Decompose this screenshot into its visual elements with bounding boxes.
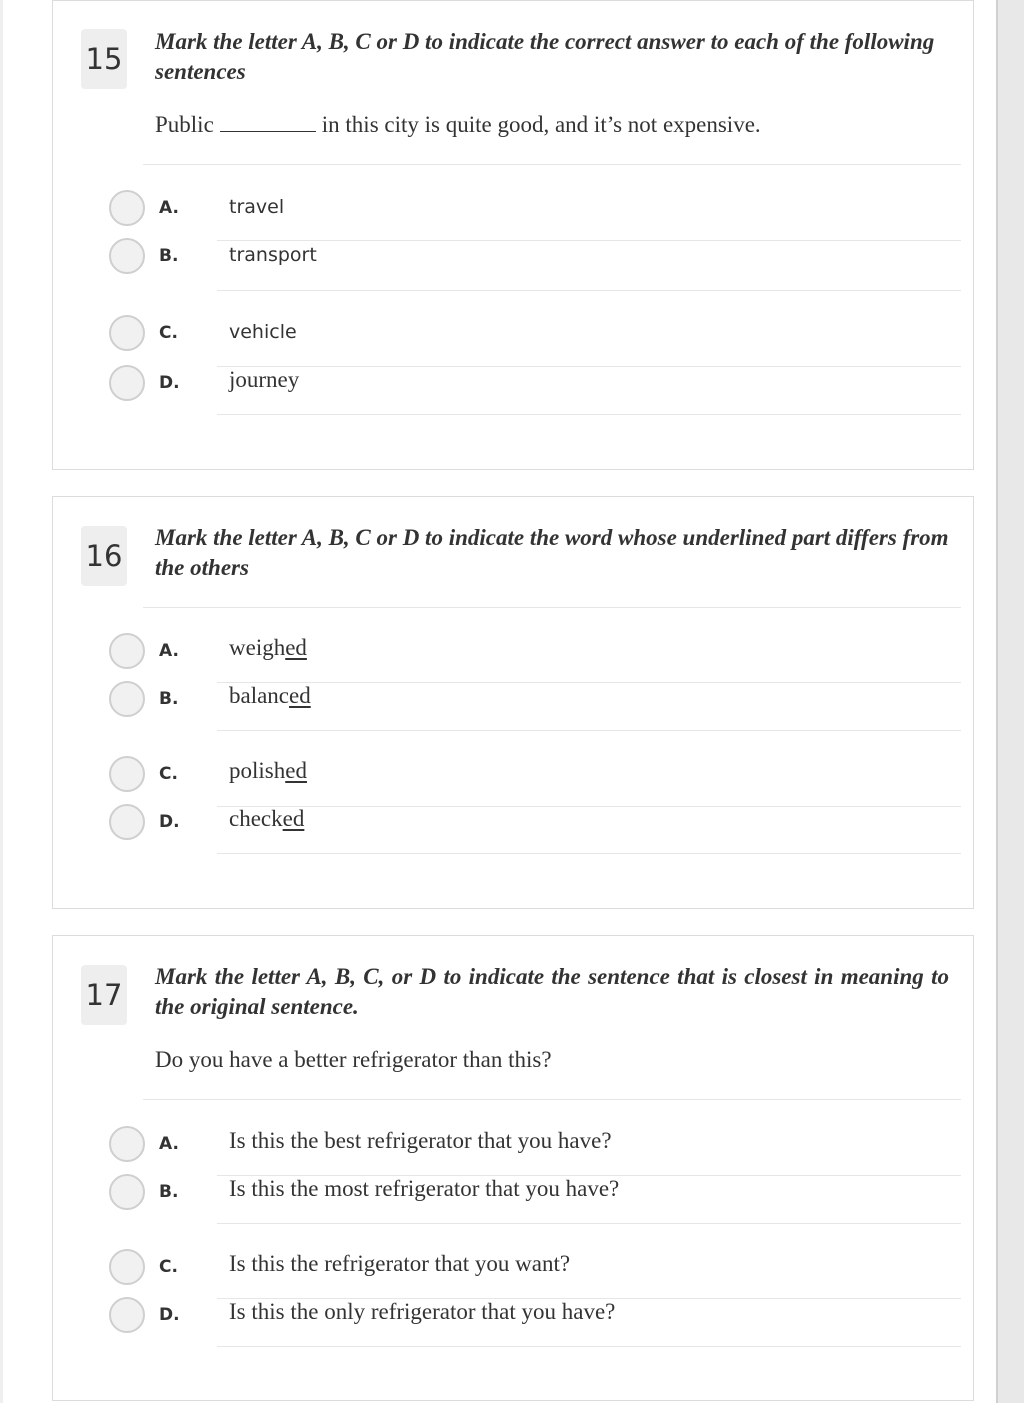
word-stem: weigh [229,635,286,660]
option-word [229,806,304,832]
option-d[interactable] [109,802,961,846]
option-letter: A. [159,198,179,218]
divider [217,414,961,415]
option-a[interactable] [109,631,961,675]
question-instruction: Mark the letter A, B, C or D to indicate the word whose underlined part differs from the others [155,525,949,580]
radio-button[interactable] [109,238,145,274]
left-edge [0,0,3,1403]
radio-button[interactable] [109,1174,145,1210]
divider [217,290,961,291]
divider [143,607,961,608]
question-card-17 [52,935,974,1401]
option-letter: C. [159,323,178,343]
option-letter: B. [159,689,179,709]
option-letter: A. [159,1134,179,1154]
option-word [229,683,311,709]
radio-button[interactable] [109,1126,145,1162]
option-b[interactable] [109,679,961,723]
option-word [229,758,307,784]
option-letter: B. [159,246,179,266]
question-number: 17 [81,965,127,1025]
option-c[interactable] [109,1247,961,1291]
word-stem: check [229,806,283,831]
radio-button[interactable] [109,681,145,717]
divider [217,853,961,854]
word-stem: polish [229,758,286,783]
radio-button[interactable] [109,756,145,792]
option-text: Is this the only refrigerator that you have? [229,1299,616,1324]
radio-button[interactable] [109,365,145,401]
option-text: journey [229,367,300,392]
question-instruction: Mark the letter A, B, C or D to indicate the correct answer to each of the following sentences [155,29,935,84]
option-b[interactable] [109,1172,961,1216]
underlined-part: ed [285,635,307,660]
underlined-part: ed [282,806,305,831]
divider [217,1346,961,1347]
divider [143,164,961,165]
question-number: 15 [81,29,127,89]
option-d[interactable] [109,363,961,407]
option-text: transport [229,244,317,266]
option-text: travel [229,196,285,218]
prompt-text-after: in this city is quite good, and it’s not expensive. [321,112,761,137]
question-number: 16 [81,526,127,586]
underlined-part: ed [285,758,307,783]
radio-button[interactable] [109,804,145,840]
option-b[interactable] [109,236,961,280]
option-letter: C. [159,764,178,784]
option-text: Is this the most refrigerator that you have? [229,1176,620,1201]
divider [143,1099,961,1100]
divider [217,730,961,731]
word-stem: balanc [229,683,290,708]
option-letter: C. [159,1257,178,1277]
option-letter: D. [159,373,180,393]
option-text: Is this the best refrigerator that you have? [229,1128,612,1153]
radio-button[interactable] [109,1297,145,1333]
divider [217,1223,961,1224]
option-c[interactable] [109,754,961,798]
option-letter: B. [159,1182,179,1202]
option-a[interactable] [109,188,961,232]
underlined-part: ed [289,683,311,708]
option-word [229,635,307,661]
radio-button[interactable] [109,315,145,351]
radio-button[interactable] [109,1249,145,1285]
option-d[interactable] [109,1295,961,1339]
option-text: Is this the refrigerator that you want? [229,1251,571,1276]
question-card-15 [52,0,974,470]
question-instruction: Mark the letter A, B, C, or D to indicate the sentence that is closest in meaning to the original sentence. [155,964,949,1019]
question-prompt: Do you have a better refrigerator than this? [155,1047,552,1072]
prompt-text-before: Public [155,112,214,137]
question-card-16 [52,496,974,909]
option-letter: D. [159,1305,180,1325]
right-scroll-gutter [996,0,1024,1403]
radio-button[interactable] [109,633,145,669]
option-a[interactable] [109,1124,961,1168]
answer-blank [220,130,316,132]
radio-button[interactable] [109,190,145,226]
option-c[interactable] [109,313,961,357]
option-letter: D. [159,812,180,832]
question-prompt [155,112,761,138]
option-text: vehicle [229,321,297,343]
option-letter: A. [159,641,179,661]
